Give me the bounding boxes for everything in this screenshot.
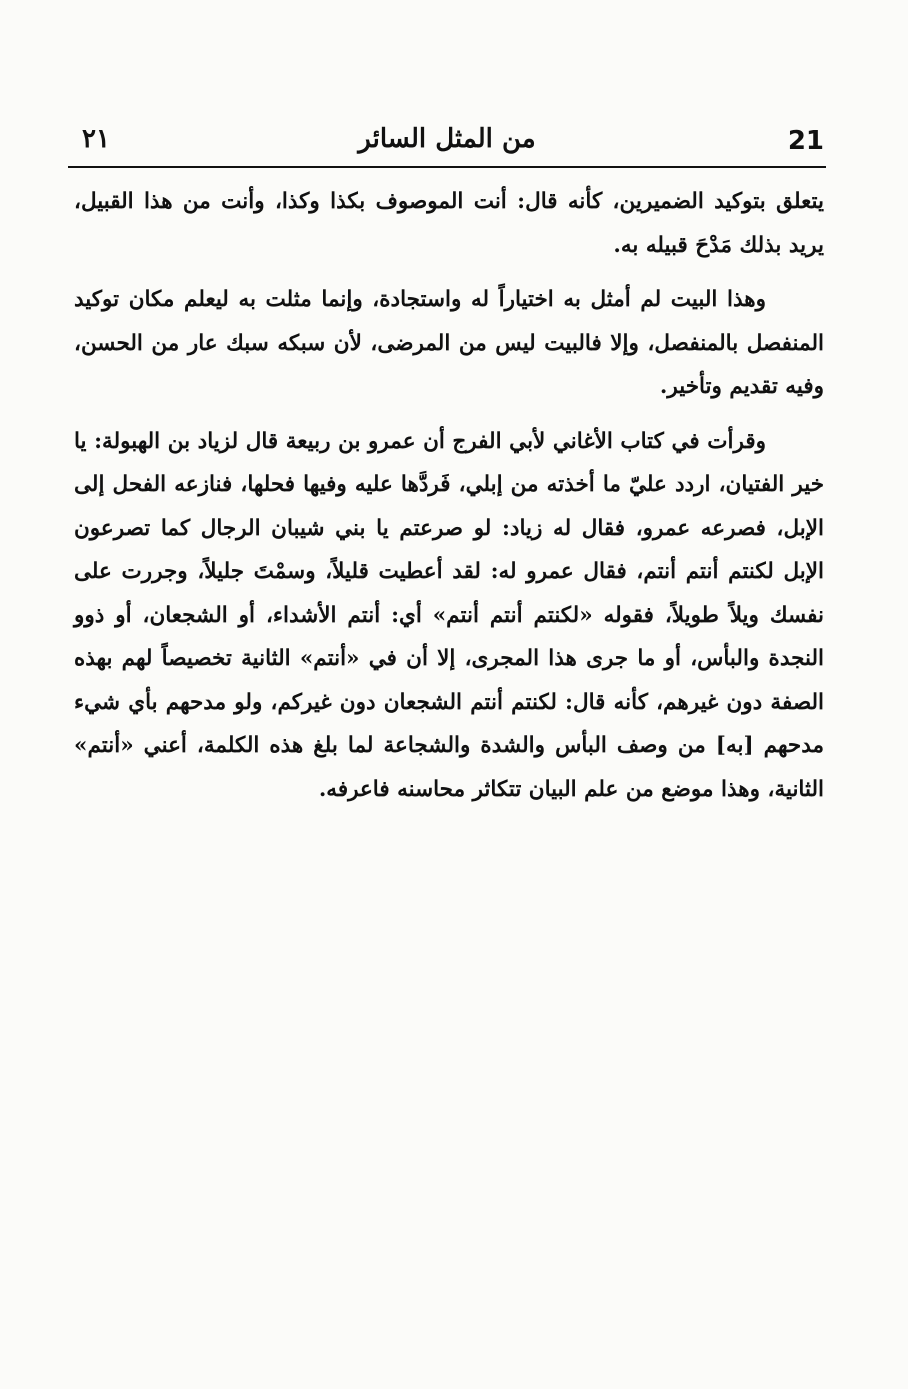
paragraph: وهذا البيت لم أمثل به اختياراً له واستجادة، وإنما مثلت به ليعلم مكان توكيد المنفصل بالمنفصل، وإلا فالبيت ليس من المرضى، لأن سبكه سبك عار من الحسن، وفيه تقديم وتأخير. (74, 287, 824, 399)
page-number-arabic: ٢١ (82, 124, 110, 154)
running-title: من المثل السائر (358, 124, 536, 154)
page-header (68, 122, 826, 168)
page-number: 21 (787, 126, 824, 156)
paragraph-continuation: يتعلق بتوكيد الضميرين، كأنه قال: أنت الموصوف بكذا وكذا، وأنت من هذا القبيل، يريد بذلك مَدْحَ قبيله به. (74, 189, 824, 258)
page-body (74, 180, 824, 811)
paragraph: وقرأت في كتاب الأغاني لأبي الفرج أن عمرو بن ربيعة قال لزياد بن الهبولة: يا خير الفتيان، اردد عليّ ما أخذته من إبلي، فَردَّها عليه وفيها فحلها، فنازعه الفحل إلى الإبل، فصرعه عمرو، فقال له زياد: لو صرعتم يا بني شيبان الرجال كما تصرعون الإبل لكنتم أنتم أنتم، فقال عمرو له: لقد أعطيت قليلاً، وسمْتَ جليلاً، وجررت على نفسك ويلاً طويلاً، فقوله «لكنتم أنتم أنتم» أي: أنتم الأشداء، أو الشجعان، أو ذوو النجدة والبأس، أو ما جرى هذا المجرى، إلا أن في «أنتم» الثانية تخصيصاً لهم بهذه الصفة دون غيرهم، كأنه قال: لكنتم أنتم الشجعان دون غيركم، ولو مدحهم بأي شيء مدحهم [به] من وصف البأس والشدة والشجاعة لما بلغ هذه الكلمة، أعني «أنتم» الثانية، وهذا موضع من علم البيان تتكاثر محاسنه فاعرفه. (74, 428, 824, 802)
